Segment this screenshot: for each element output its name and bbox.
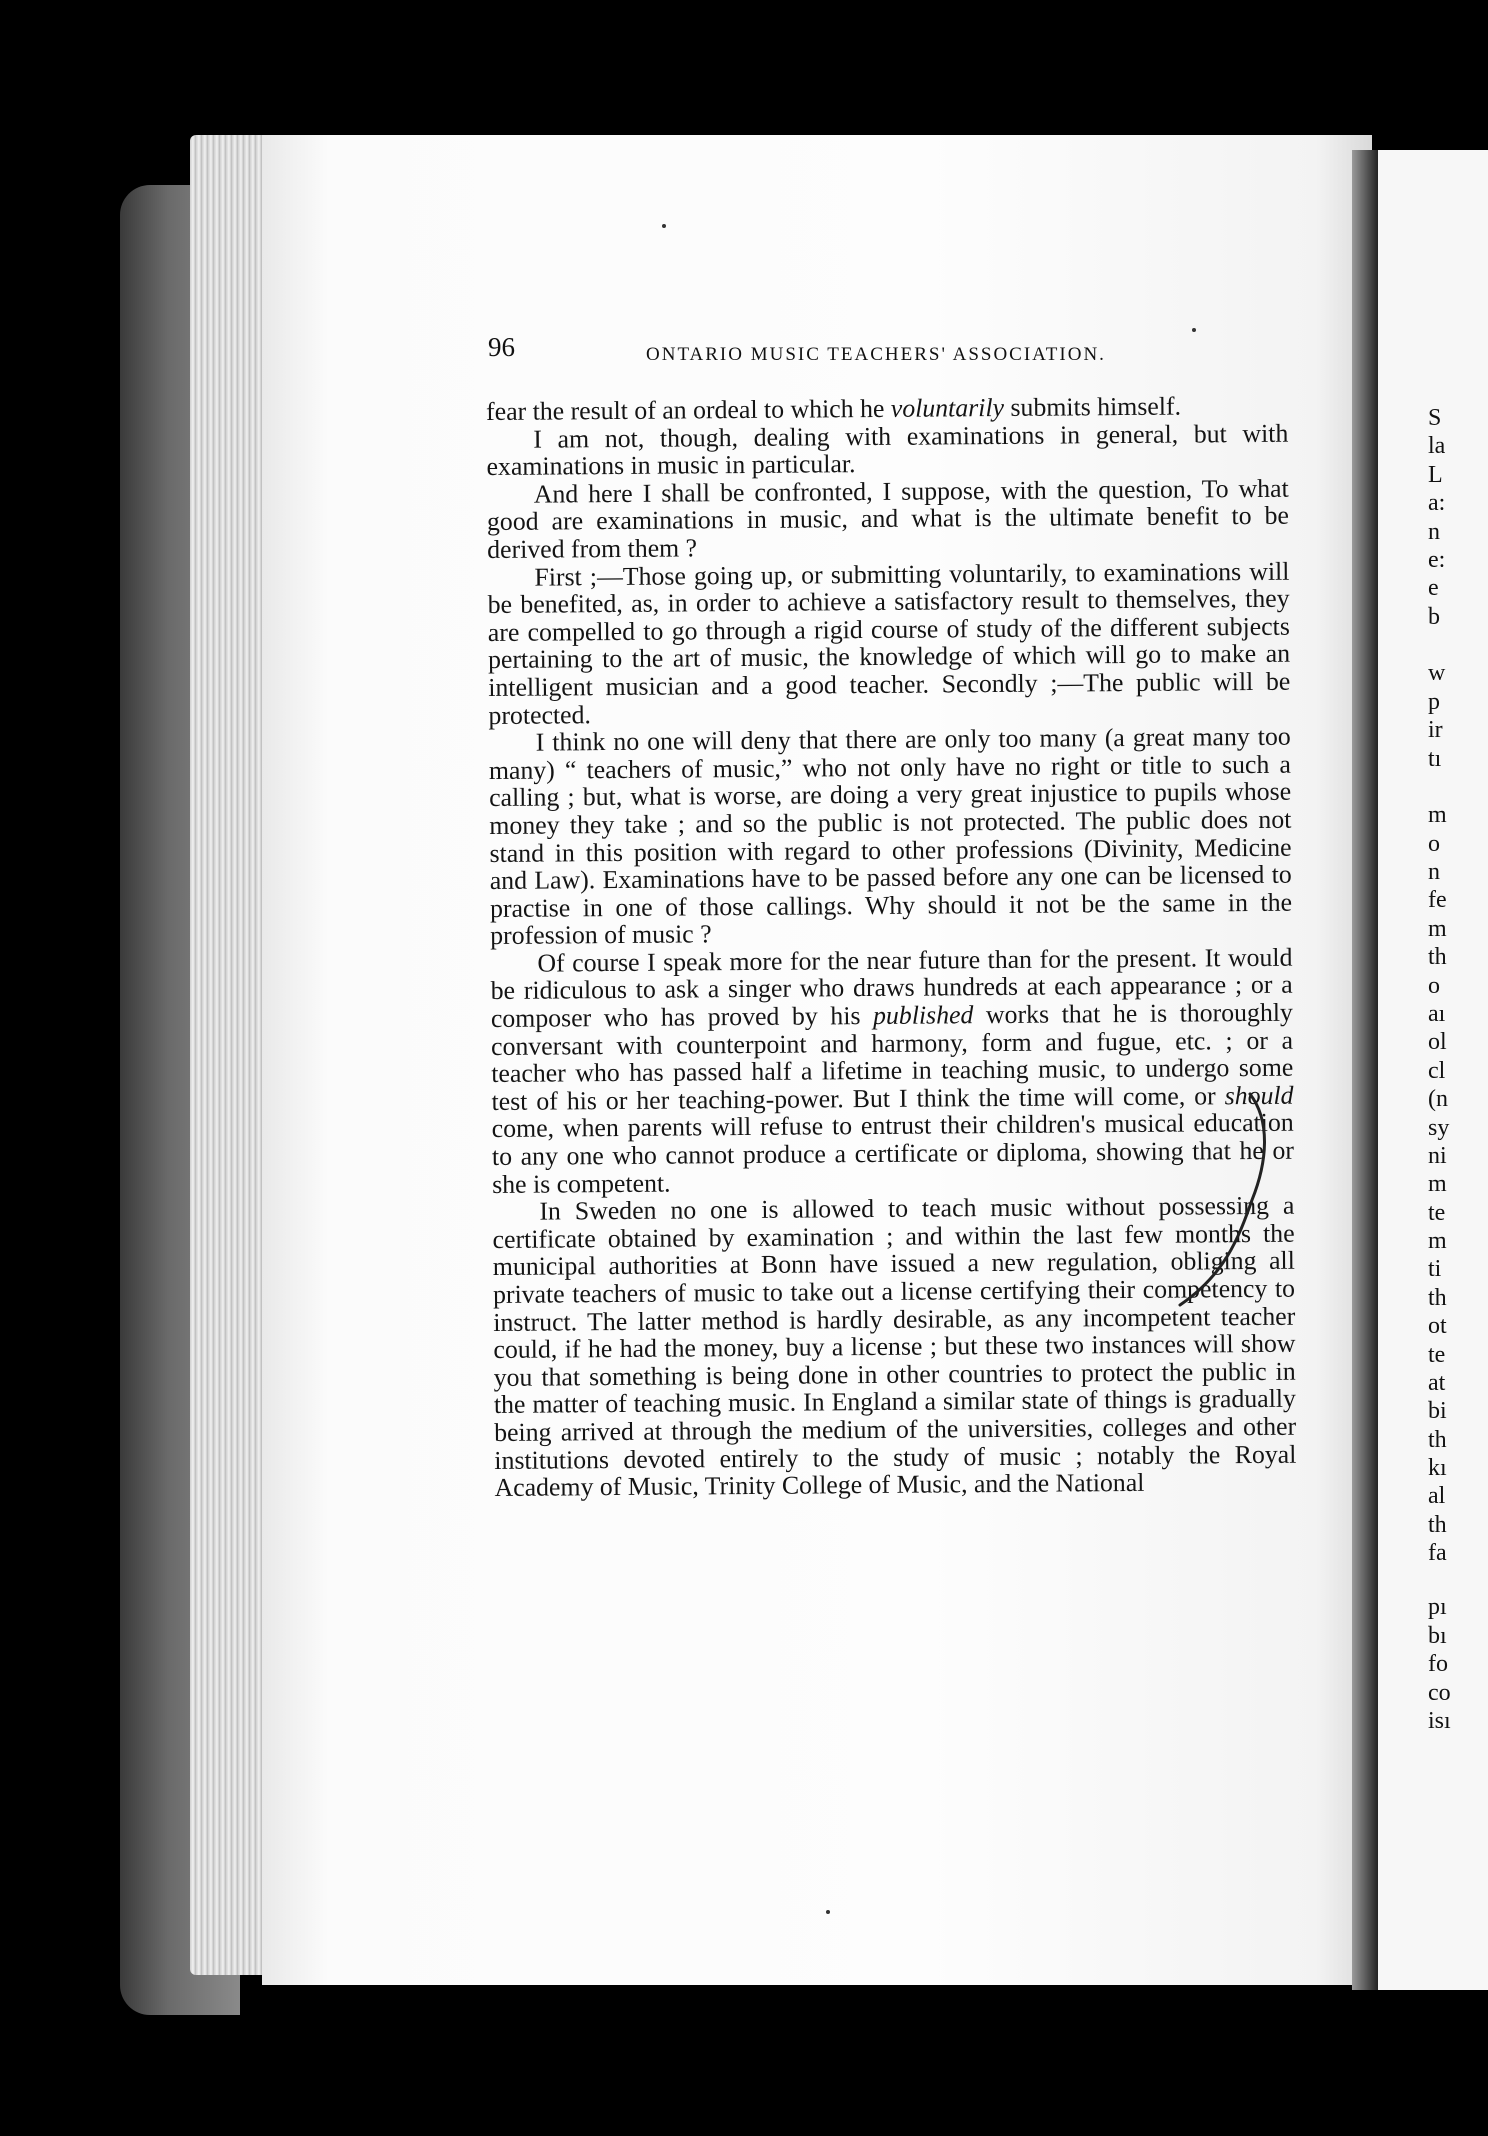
pencil-annotation-mark <box>1140 1090 1300 1320</box>
running-head: ONTARIO MUSIC TEACHERS' ASSOCIATION. <box>646 344 1106 365</box>
facing-page-fragment: m <box>1428 802 1447 829</box>
paragraph-text: Of course I speak more for the near future than for the present. It would be ridiculous to ask a singer who draws hundreds at each appearance ; or a composer who has proved by his <box>490 942 1293 1034</box>
page-speck <box>826 1910 830 1914</box>
facing-page-fragment: bı <box>1428 1622 1447 1649</box>
facing-page-fragment: S <box>1428 405 1442 431</box>
emphasis-text: should <box>1224 1080 1294 1111</box>
paragraph-text: come, when parents will refuse to entrust their children's musical education to any one who cannot produce a certificate or diploma, showing that he or she is competent. <box>491 1108 1295 1199</box>
facing-page-fragment: w <box>1428 660 1446 687</box>
paragraph-text: submits himself. <box>1003 391 1182 422</box>
paragraph <box>487 557 1290 729</box>
paragraph-text: works that he is thoroughly conversant with counterpoint and harmony, form and fugue, etc. ; or a teacher who has passed half a lifetime in teaching music, to undergo some test of his or her teaching-power. But I think the time will come, or <box>490 997 1294 1116</box>
page-number: 96 <box>488 332 515 362</box>
facing-page-fragment: co <box>1428 1679 1451 1706</box>
facing-page-fragment: th <box>1428 1284 1447 1311</box>
facing-page-fragment: ol <box>1428 1029 1447 1056</box>
facing-page-fragment: L <box>1428 461 1443 488</box>
facing-page-fragment: ni <box>1428 1142 1447 1169</box>
facing-page-fragment: te <box>1428 1199 1446 1226</box>
paragraph-text: First ;—Those going up, or submitting voluntarily, to examinations will be benefited, as, in order to achieve a satisfactory result to themselves, they are compelled to go through a rigid course of study of the different subjects pertaining to the art of music, the knowledge of which will go to make an intelligent musician and a good teacher. Secondly ;—The public will be protected. <box>487 556 1291 730</box>
book-gutter <box>1352 150 1380 1990</box>
facing-page-fragment: tı <box>1428 745 1442 772</box>
facing-page-fragment: te <box>1428 1341 1446 1368</box>
facing-page-fragment: b <box>1428 603 1440 630</box>
facing-page-fragment: cl <box>1428 1057 1446 1084</box>
paragraph <box>487 474 1290 563</box>
emphasis-text: voluntarily <box>890 392 1005 423</box>
facing-page-fragment: ot <box>1428 1313 1447 1340</box>
emphasis-text: published <box>872 1000 974 1031</box>
page-header <box>488 332 1288 372</box>
facing-page-fragment: th <box>1428 944 1447 971</box>
facing-page-fragment: bi <box>1428 1398 1447 1425</box>
paragraph-text: fear the result of an ordeal to which he <box>485 393 891 426</box>
facing-page-fragment: fo <box>1428 1651 1448 1678</box>
page-speck <box>662 224 666 228</box>
facing-page-fragment: o <box>1428 972 1440 999</box>
paragraph-text: I am not, though, dealing with examinations in general, but with examinations in music in particular. <box>486 418 1289 482</box>
paragraph-text: I think no one will deny that there are only too many (a great many too many) “ teachers of music,” who not only have no right or title to such a calling ; but, what is worse, are doing a very great injustice to pupils whose money they take ; and so the public is not protected. The public does not stand in this position with regard to other professions (Divinity, Medicine and Law). Examinations have to be passed before any one can be licensed to practise in one of those callings. Why should it not be the same in the profession of music ? <box>488 721 1293 951</box>
body-text <box>486 392 1297 1502</box>
facing-page-fragment: la <box>1428 433 1446 460</box>
paragraph <box>489 723 1293 950</box>
facing-page-fragment: fe <box>1428 887 1447 914</box>
paragraph-text: And here I shall be confronted, I suppose, with the question, To what good are examinations in music, and what is the ultimate benefit to be derived from them ? <box>486 473 1290 564</box>
paragraph-text: In Sweden no one is allowed to teach music without possessing a certificate obtained by examination ; and within the last few months the municipal authorities at Bonn have issued a new regulation, obliging all private teachers of music to take out a license certifying their competency to instruct. The latter method is hardly desirable, as any incompetent teacher could, if he had the money, buy a license ; but these two instances will show you that something is being done in other countries to protect the public in the matter of teaching music. In England a similar state of things is gradually being arrived at through the medium of the universities, colleges and other institutions devoted entirely to the study of music ; notably the Royal Academy of Music, Trinity College of Music, and the National <box>492 1190 1297 1503</box>
facing-page-fragment: sy <box>1428 1114 1450 1141</box>
facing-page-fragment: th <box>1428 1511 1447 1538</box>
facing-page-fragment: e: <box>1428 546 1446 573</box>
paragraph <box>486 419 1288 480</box>
facing-page-fragment: (n <box>1428 1086 1448 1113</box>
facing-page-fragment: n <box>1428 859 1440 886</box>
facing-page-edge <box>1378 150 1488 1990</box>
facing-page-fragment: th <box>1428 1426 1447 1453</box>
facing-page-fragment: isı <box>1428 1707 1451 1734</box>
facing-page-fragment: al <box>1428 1483 1446 1510</box>
facing-page-fragment: pı <box>1428 1594 1447 1621</box>
facing-page-fragment: e <box>1428 575 1439 602</box>
facing-page-fragment: ir <box>1428 717 1443 744</box>
facing-page-fragment: fa <box>1428 1540 1447 1567</box>
facing-page-fragment: ti <box>1428 1256 1442 1283</box>
facing-page-fragment: kı <box>1428 1455 1447 1482</box>
page-speck <box>1192 328 1196 332</box>
facing-page-fragment: m <box>1428 915 1447 942</box>
facing-page-fragment: a: <box>1428 490 1446 517</box>
facing-page-fragment: aı <box>1428 1000 1446 1027</box>
facing-page-fragment: m <box>1428 1171 1447 1198</box>
facing-page-fragment: at <box>1428 1369 1446 1396</box>
facing-page-fragment: m <box>1428 1228 1447 1255</box>
facing-page-fragment: p <box>1428 688 1440 715</box>
facing-page-fragment: n <box>1428 518 1440 545</box>
facing-page-fragment: o <box>1428 830 1440 857</box>
